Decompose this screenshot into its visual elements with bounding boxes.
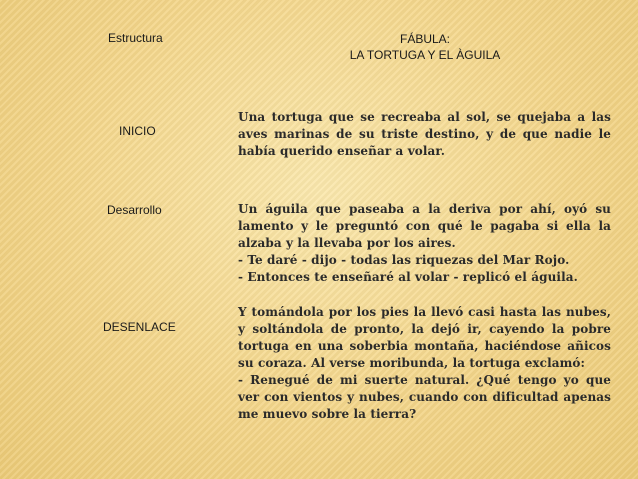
row-text-desenlace — [238, 304, 611, 423]
dialogue-line: - Te daré - dijo - todas las riquezas del Mar Rojo. — [238, 253, 570, 267]
row-text-desarrollo — [238, 201, 611, 286]
title-line-story: LA TORTUGA Y EL ÀGUILA — [349, 48, 501, 62]
dialogue-line: - Entonces te enseñaré al volar - replicó el águila. — [238, 270, 578, 284]
column-header-structure: Estructura — [108, 31, 163, 45]
row-label-inicio: INICIO — [119, 124, 156, 138]
paragraph: Una tortuga que se recreaba al sol, se quejaba a las aves marinas de su triste destino, y de que nadie le había querido enseñar a volar. — [238, 110, 611, 158]
page-title — [340, 31, 510, 63]
row-label-desarrollo: Desarrollo — [107, 203, 162, 217]
paragraph: Y tomándola por los pies la llevó casi hasta las nubes, y soltándola de pronto, la dejó ir, cayendo la pobre tortuga en una soberbia montaña, haciéndose añicos su coraza. Al verse moribunda, la tortuga exclamó: — [238, 305, 611, 370]
row-label-desenlace: DESENLACE — [103, 320, 176, 334]
paragraph: Un águila que paseaba a la deriva por ahí, oyó su lamento y le preguntó con qué le pagaba si ella la alzaba y la llevaba por los aires. — [238, 202, 611, 250]
dialogue-line: - Renegué de mi suerte natural. ¿Qué tengo yo que ver con vientos y nubes, cuando con dificultad apenas me muevo sobre la tierra? — [238, 373, 611, 421]
title-line-fabula: FÁBULA: — [399, 32, 450, 46]
row-text-inicio — [238, 109, 611, 160]
